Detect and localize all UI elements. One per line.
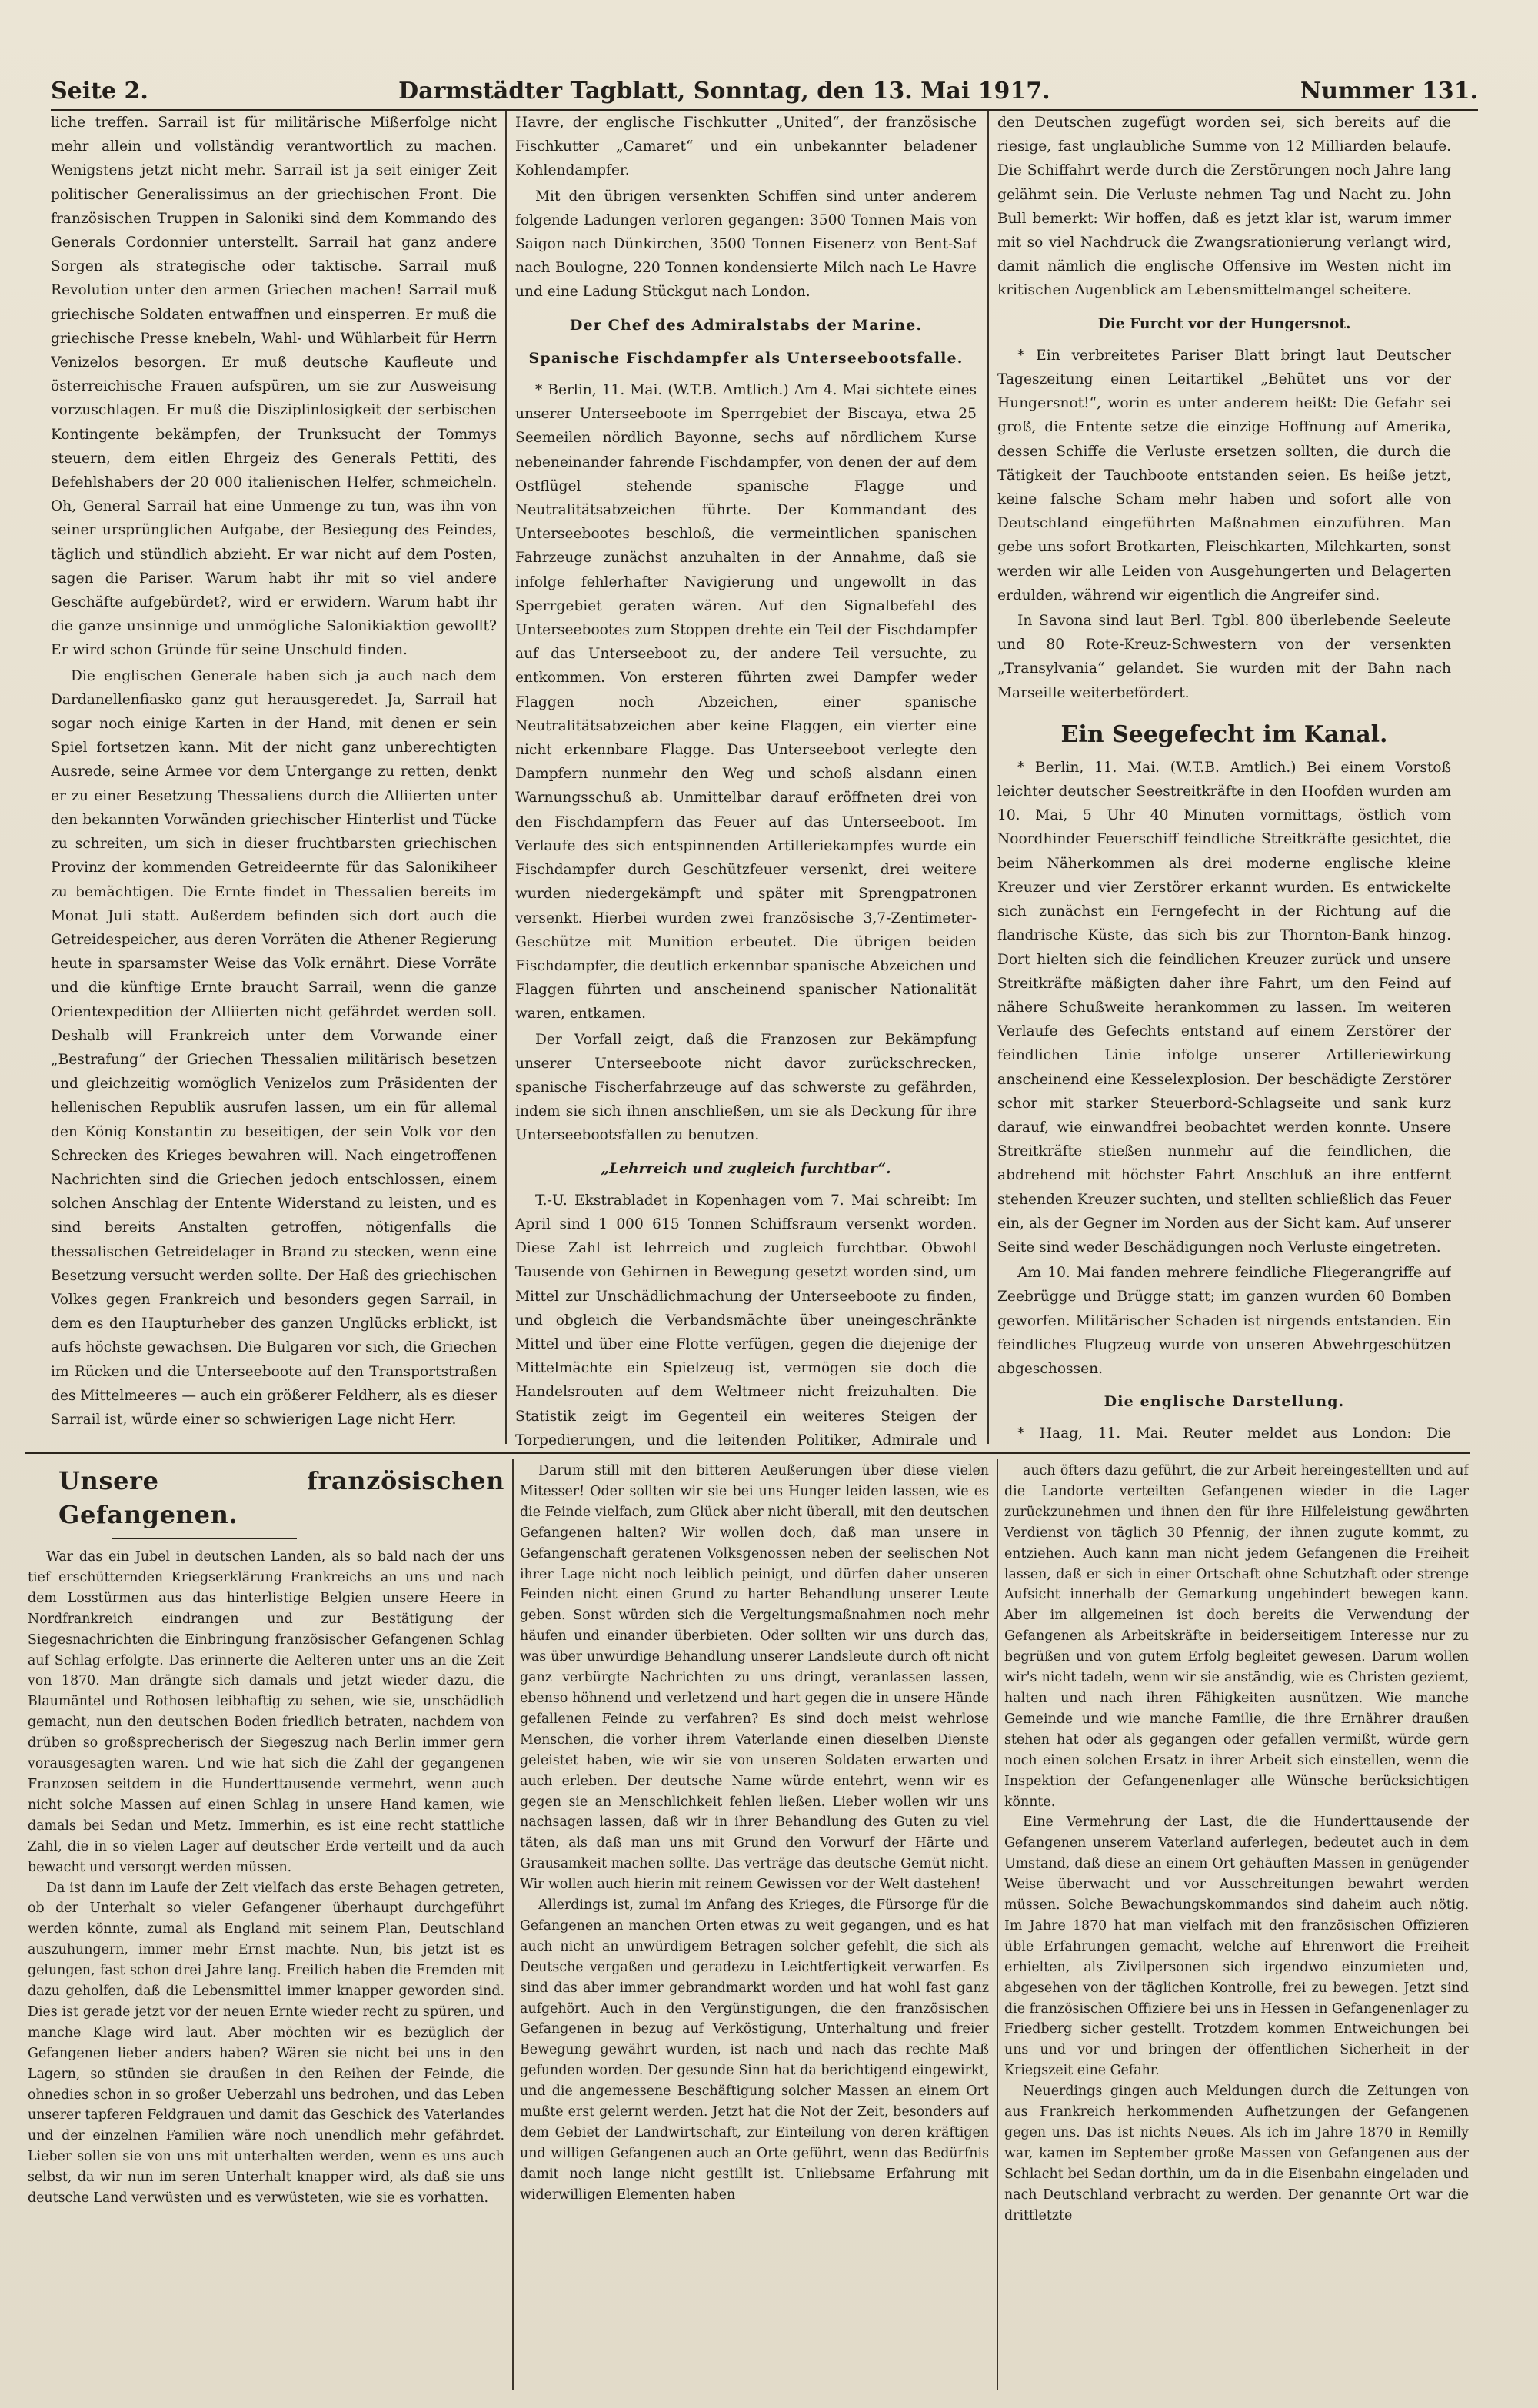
gefangene-paragraph-5: auch öfters dazu geführt, die zur Arbeit hereingestellten und auf die Landorte verteilten Gefangenen wieder in die Lager zurückzunehmen und ihnen den für ihre Hilfeleistung gewährten Verdienst von täglich 30 Pfennig, der ihnen zugute kommt, zu entziehen. Auch kann man nicht jedem Gefangenen die Freiheit lassen, daß er sich in einer Ortschaft ohne Schutzhaft oder strenge Aufsicht innerhalb der Gemarkung ungehindert bewegen kann. Aber im allgemeinen ist doch bereits die Verwendung der Gefangenen als Arbeitskräfte in beiderseitigem Interesse nur zu begrüßen und von gutem Erfolg begleitet gewesen. Darum wollen wir's nicht tadeln, wenn wir sie anständig, wie es Christen geziemt, halten und nach ihren Fähigkeiten ausnützen. Wie manche Gemeinde und wie manche Familie, die ihre Ernährer draußen stehen hat oder als gegangen oder gefallen vermißt, würde gern noch einen solchen Ersatz in ihrer Arbeit sich einstellen, wenn die Inspektion der Gefangenenlager alle Wünsche berücksichtigen könnte. — [1004, 1463, 1469, 1810]
ship-list-cont: Havre, der englische Fischkutter „United“, der französische Fischkutter „Camaret“ und ein unbekannter beladener Kohlendampfer. — [515, 115, 977, 179]
column-3 — [997, 111, 1451, 1448]
gefangene-paragraph-1: War das ein Jubel in deutschen Landen, als so bald nach der uns tief erschütternden Kriegserklärung Frankreichs an uns und nach dem Losstürmen aus das hinterlistige Belgien unsere Heere in Nordfrankreich eindrangen und zur Bestätigung der Siegesnachrichten die Einbringung französischer Gefangenen Schlag auf Schlag erfolgte. Das erinnerte die Aelteren unter uns an die Zeit von 1870. Man drängte sich damals und jetzt wieder dazu, die Blaumäntel und Rothosen leibhaftig zu sehen, wie sie, unschädlich gemacht, nun den deutschen Boden friedlich betraten, nachdem von drüben so großsprecherisch der Siegeszug nach Berlin immer gern vorausgesagten waren. Und wie hat sich die Zahl der gegangenen Franzosen seitdem in die Hunderttausende vermehrt, wenn auch nicht solche Massen auf einen Schlag in unsere Hand kamen, wie damals bei Sedan und Metz. Immerhin, es ist eine recht stattliche Zahl, die in so vielen Lager auf deutscher Erde verteilt und da auch bewacht und versorgt werden müssen. — [28, 1549, 504, 1875]
feuilleton-headline: Unsere französischen Gefangenen. — [58, 1466, 504, 1529]
page-number: Seite 2. — [51, 78, 148, 105]
column-divider — [512, 1459, 514, 2390]
savona-paragraph: In Savona sind laut Berl. Tgbl. 800 überlebende Seeleute und 80 Rote-Kreuz-Schwestern von der versenkten „Transylvania“ gelandet. Sie wurden mit der Bahn nach Marseille weiterbefördert. — [997, 613, 1451, 701]
fischdampfer-report: * Berlin, 11. Mai. (W.T.B. Amtlich.) Am 4. Mai sichtete eines unserer Unterseeboote im Sperrgebiet der Biscaya, etwa 25 Seemeilen nördlich Bayonne, sechs auf nördlichem Kurse nebeneinander fahrende Fischdampfer, von denen der auf dem Ostflügel stehende spanische Flagge und Neutralitätsabzeichen führte. Der Kommandant des Unterseebootes beschloß, die vermeintlichen spanischen Fahrzeuge zunächst anzuhalten in der Annahme, daß sie infolge fehlerhafter Navigierung und ungewollt in das Sperrgebiet geraten wären. Auf den Signalbefehl des Unterseebootes zum Stoppen drehte ein Teil der Fischdampfer auf das Unterseeboot zu, der andere Teil versuchte, zu entkommen. Von ersteren führten zwei Dampfer weder Flaggen noch Abzeichen, einer spanische Neutralitätsabzeichen aber keine Flaggen, ein vierter eine nicht erkennbare Flagge. Das Unterseeboot verlegte den Dampfern nunmehr den Weg und schoß alsdann einen Warnungsschuß ab. Unmittelbar darauf eröffneten drei von den Fischdampfern das Feuer auf das Unterseeboot. Im Verlaufe des sich entspinnenden Artilleriekampfes wurde ein Fischdampfer durch Geschützfeuer versenkt, drei weitere wurden niedergekämpft und später mit Sprengpatronen versenkt. Hierbei wurden zwei französische 3,7-Zentimeter-Geschütze mit Munition erbeutet. Die übrigen beiden Fischdampfer, die deutlich erkennbar spanische Abzeichen und Flaggen führten und anscheinend spanischer Nationalität waren, entkamen. — [515, 382, 977, 1023]
section-divider — [25, 1452, 1470, 1454]
column-divider — [987, 111, 989, 1444]
english-generals-paragraph: Die englischen Generale haben sich ja auch nach dem Dardanellenfiasko ganz gut herausgeredet. Ja, Sarrail hat sogar noch einige Karten in der Hand, mit denen er sein Spiel fortsetzen kann. Mit der nicht ganz unberechtigten Ausrede, seine Armee vor dem Untergange zu retten, denkt er zu einer Besetzung Thessaliens durch die Alliierten unter den bekannten Vorwänden griechischer Hinterlist und Tücke zu schreiten, um sich in dieser fruchtbarsten griechischen Provinz der kommenden Getreideernte für das Salonikiheer zu bemächtigen. Die Ernte findet in Thessalien bereits im Monat Juli statt. Außerdem befinden sich dort auch die Getreidespeicher, aus deren Vorräten die Athener Regierung heute in sparsamster Weise das Volk ernährt. Diese Vorräte und die künftige Ernte braucht Sarrail, wenn die ganze Orientexpedition der Alliierten nicht gefährdet werden soll. Deshalb will Frankreich unter dem Vorwande einer „Bestrafung“ der Griechen Thessalien militärisch besetzen und gleichzeitig womöglich Venizelos zum Präsidenten der hellenischen Republik ausrufen lassen, um ein für allemal den König Konstantin zu beseitigen, der sein Volk vor den Schrecken des Krieges bewahren will. Nach eingetroffenen Nachrichten sind die Griechen jedoch entschlossen, einem solchen Anschlag der Entente Widerstand zu leisten, und es sind bereits Anstalten getroffen, nötigenfalls die thessalischen Getreidelager in Brand zu stecken, wenn eine Besetzung versucht werden sollte. Der Haß des griechischen Volkes gegen Frankreich und besonders gegen Sarrail, in dem es den Haupturheber des ganzen Unglücks erblickt, ist aufs höchste gewachsen. Die Bulgaren vor sich, die Griechen im Rücken und die Unterseeboote auf den Transportstraßen des Mittelmeeres — auch ein größerer Feldherr, als es dieser Sarrail ist, würde einer so schwierigen Lage nicht Herr. — [51, 667, 497, 1428]
subheading-hungersnot: Die Furcht vor der Hungersnot. — [1097, 315, 1351, 332]
section-heading-seegefecht: Ein Seegefecht im Kanal. — [1060, 720, 1388, 748]
sarrail-article-cont: liche treffen. Sarrail ist für militärische Mißerfolge nicht mehr allein und vollständig verantwortlich zu machen. Wenigstens jetzt nicht mehr. Sarrail ist ja seit einiger Zeit politischer Generalissimus an der griechischen Front. Die französischen Truppen in Saloniki sind dem Kommando des Generals Cordonnier unterstellt. Sarrail hat ganz andere Sorgen als strategische oder taktische. Sarrail muß Revolution unter den armen Griechen machen! Sarrail muß griechische Soldaten entwaffnen und einsperren. Er muß die griechische Presse knebeln, Wahl- und Wühlarbeit für Herrn Venizelos besorgen. Er muß deutsche Kaufleute und österreichische Frauen aufspüren, um sie zur Ausweisung vorzuschlagen. Er muß die Disziplinlosigkeit der serbischen Kontingente bekämpfen, der Trunksucht der Tommys steuern, dem eitlen Ehrgeiz des Generals Pettiti, des Befehlshabers der 20 000 italienischen Helfer, schmeicheln. Oh, General Sarrail hat eine Unmenge zu tun, was ihn von seiner ursprünglichen Aufgabe, der Besiegung des Feindes, täglich und stündlich abzieht. Er war nicht auf dem Posten, sagen die Pariser. Warum habt ihr mit so viel andere Geschäfte aufgebürdet?, wird er erwidern. Warum habt ihr die ganze unsinnige und unmögliche Salonikiaktion gewollt? Er wird schon Gründe für seine Unschuld finden. — [51, 115, 497, 659]
gefangene-paragraph-7: Neuerdings gingen auch Meldungen durch die Zeitungen von aus Frankreich herkommenden Aufhetzungen der Gefangenen gegen uns. Das ist nichts Neues. Als ich im Jahre 1870 in Remilly war, kamen im September große Massen von Gefangenen aus der Schlacht bei Sedan dorthin, um da in die Eisenbahn eingeladen und nach Deutschland verbracht zu werden. Der genannte Ort war die drittletzte — [1004, 2084, 1469, 2223]
fliegerangriffe-paragraph: Am 10. Mai fanden mehrere feindliche Fliegerangriffe auf Zeebrügge und Brügge statt; im ganzen wurden 60 Bomben geworfen. Militärischer Schaden ist nirgends entstanden. Ein feindliches Flugzeug wurde von unseren Abwehrgeschützen abgeschossen. — [997, 1265, 1451, 1377]
headline-underline — [112, 1538, 297, 1539]
gefangene-paragraph-4: Allerdings ist, zumal im Anfang des Krieges, die Fürsorge für die Gefangenen an manchen Orten etwas zu weit gegangen, und es hat auch nicht an unwürdigem Betragen solcher gefehlt, die sich als Deutsche vergaßen und geradezu in Leichtfertigkeit verwarfen. Es sind das aber immer gebrandmarkt worden und hat wohl fast ganz aufgehört. Auch in den Vergünstigungen, die den französischen Gefangenen in bezug auf Verköstigung, Unterhaltung und freier Bewegung gewährt wurden, ist nach und nach das rechte Maß gefunden worden. Der gesunde Sinn hat da berichtigend eingewirkt, und die angemessene Beschäftigung solcher Massen an einem Ort mußte erst gelernt werden. Jetzt hat die Not der Zeit, besonders auf dem Gebiet der Landwirtschaft, zur Einteilung von deren kräftigen und willigen Gefangenen auch an Orte geführt, wenn das Bedürfnis damit noch lange nicht gestillt ist. Unliebsame Erfahrung mit widerwilligen Elementen haben — [520, 1897, 989, 2203]
bottom-column-2 — [520, 1461, 989, 2391]
subheading-lehrreich: „Lehrreich und zugleich furchtbar“. — [601, 1160, 891, 1177]
gefangene-paragraph-6: Eine Vermehrung der Last, die die Hunderttausende der Gefangenen unserem Vaterland auferlegen, bedeutet auch in dem Umstand, daß diese an einem Ort gehäuften Massen in genügender Weise überwacht und vor Ausschreitungen bewahrt werden müssen. Solche Bewachungskommandos sind daheim auch nötig. Im Jahre 1870 hat man vielfach mit den französischen Offizieren üble Erfahrungen gemacht, welche auf Ehrenwort die Freiheit erhielten, als Zivilpersonen sich irgendwo einzumieten und, abgesehen von der täglichen Kontrolle, frei zu bewegen. Jetzt sind die französischen Offiziere bei uns in Hessen in Gefangenenlager zu Friedberg sicher gestellt. Trotzdem kommen Entweichungen bei uns und vor und bringen der öffentlichen Sicherheit in der Kriegszeit eine Gefahr. — [1004, 1814, 1469, 2079]
cargo-losses-paragraph: Mit den übrigen versenkten Schiffen sind unter anderem folgende Ladungen verloren gegangen: 3500 Tonnen Mais von Saigon nach Dünkirchen, 3500 Tonnen Eisenerz von Bent-Saf nach Boulogne, 220 Tonnen kondensierte Milch nach Le Havre und eine Ladung Stückgut nach London. — [515, 188, 977, 301]
john-bull-cont: den Deutschen zugefügt worden sei, sich bereits auf die riesige, fast unglaubliche Summe von 12 Milliarden belaufe. Die Schiffahrt werde durch die Zerstörungen noch Jahre lang gelähmt sein. Die Verluste nehmen Tag und Nacht zu. John Bull bemerkt: Wir hoffen, daß es jetzt klar ist, warum immer mit so viel Nachdruck die Zwangsrationierung verlangt wird, damit nämlich die englische Offensive im Westen nicht im kritischen Augenblick am Lebensmittelmangel scheitere. — [997, 115, 1451, 299]
subheading-englische-darstellung: Die englische Darstellung. — [1104, 1393, 1345, 1411]
bottom-column-1 — [28, 1461, 504, 2391]
gefangene-paragraph-3: Darum still mit den bitteren Aeußerungen über diese vielen Mitesser! Oder sollten wir sie bei uns Hunger leiden lassen, wie es die Feinde vielfach, zum Glück aber nicht überall, mit den deutschen Gefangenen halten? Wir wollen doch, daß man unsere in Gefangenschaft geratenen Volksgenossen neben der seelischen Not ihrer Lage nicht noch leiblich peinigt, und dürfen daher unseren Feinden nicht einen Grund zu harter Behandlung unserer Leute geben. Sonst würden sich die Vergeltungsmaßnahmen noch mehr häufen und einander überbieten. Oder sollten wir uns durch das, was über unwürdige Behandlung unserer Landsleute durch oft nicht ganz verbürgte Nachrichten zu uns dringt, veranlassen lassen, ebenso höhnend und verletzend und hart gegen die in unsere Hände gefallenen Feinde zu verfahren? Es sind doch meist wehrlose Menschen, die vorher ihrem Vaterlande einen dieselben Dienste geleistet haben, wie wir sie von unseren Soldaten erwarten und auch erleben. Der deutsche Name würde entehrt, wenn wir es gegen sie an Menschlichkeit fehlen ließen. Lieber wollen wir uns nachsagen lassen, daß wir in ihrer Behandlung des Guten zu viel täten, als daß man uns mit Grund den Vorwurf der Härte und Grausamkeit machen sollte. Das verträge das deutsche Gemüt nicht. Wir wollen auch hierin mit reinem Gewissen vor der Welt dastehen! — [520, 1463, 989, 1893]
column-divider — [505, 111, 507, 1444]
seegefecht-report: * Berlin, 11. Mai. (W.T.B. Amtlich.) Bei einem Vorstoß leichter deutscher Seestreitkräfte in den Hoofden wurden am 10. Mai, 5 Uhr 40 Minuten vormittags, östlich vom Noordhinder Feuerschiff feindliche Streitkräfte gesichtet, die beim Näherkommen als drei moderne englische kleine Kreuzer und vier Zerstörer erkannt wurden. Es entwickelte sich zunächst ein Ferngefecht in der Richtung auf die flandrische Küste, das sich bis zur Thornton-Bank hinzog. Dort hielten sich die feindlichen Kreuzer zurück und unsere Streitkräfte mäßigten daher ihre Fahrt, um den Feind auf nähere Schußweite herankommen zu lassen. Im weiteren Verlaufe des Gefechts entstand auf einem Zerstörer der feindlichen Linie infolge unserer Artilleriewirkung anscheinend eine Kesselexplosion. Der beschädigte Zerstörer schor mit starker Steuerbord-Schlagseite und sank kurz darauf, wie einwandfrei beobachtet werden konnte. Unsere Streitkräfte stießen nunmehr auf die feindlichen, die abdrehend mit höchster Fahrt Anschluß an ihre entfernt stehenden Kreuzer suchten, und stellten schließlich das Feuer ein, als der Gegner im Norden aus der Sicht kam. Auf unserer Seite sind weder Beschädigungen noch Verluste eingetreten. — [997, 759, 1451, 1256]
reuter-paragraph: * Haag, 11. Mai. Reuter meldet aus London: Die — [1017, 1425, 1451, 1442]
bottom-column-3 — [1004, 1461, 1469, 2391]
page-header — [51, 66, 1478, 111]
issue-number: Nummer 131. — [1300, 78, 1478, 105]
gefangene-paragraph-2: Da ist dann im Laufe der Zeit vielfach das erste Behagen getreten, ob der Unterhalt so vieler Gefangener überhaupt durchgeführt werden könnte, zumal als England mit seinem Plan, Deutschland auszuhungern, immer mehr Ernst machte. Nun, bis jetzt ist es gelungen, fast schon drei Jahre lang. Freilich haben die Fremden mit dazu geholfen, daß die Lebensmittel immer knapper geworden sind. Dies ist gerade jetzt vor der neuen Ernte wieder recht zu spüren, und manche Klage wird laut. Aber möchten wir es bezüglich der Gefangenen lieber anders haben? Wären sie nicht bei uns in den Lagern, so stünden sie draußen in den Reihen der Feinde, die ohnedies schon in so großer Ueberzahl uns bedrohen, und das Leben unserer tapferen Feldgrauen und damit das Geschick des Vaterlandes und der einzelnen Familien wäre noch unendlich mehr gefährdet. Lieber sollen sie von uns mit unterhalten werden, wenn es uns auch selbst, da wir nun im seren Unterhalt knapper wird, als daß sie uns deutsche Land verwüsten und es verwüsteten, wie sie es vorhatten. — [28, 1880, 504, 2207]
ekstrabladet-paragraph: T.-U. Ekstrabladet in Kopenhagen vom 7. Mai schreibt: Im April sind 1 000 615 Tonnen Schiffsraum versenkt worden. Diese Zahl ist lehrreich und zugleich furchtbar. Obwohl Tausende von Gehirnen in Bewegung gesetzt worden sind, um Mittel zur Unschädlichmachung der Unterseeboote zu finden, und obgleich die Verbandsmächte über uneingeschränkte Mittel und über eine Flotte verfügen, gegen die diejenige der Mittelmächte ein Spielzeug ist, vermögen sie doch die Handelsrouten auf dem Weltmeer nicht freizuhalten. Die Statistik zeigt im Gegenteil ein weiteres Steigen der Torpedierungen, und die leitenden Politiker, Admirale und — [515, 1192, 977, 1448]
fischdampfer-comment: Der Vorfall zeigt, daß die Franzosen zur Bekämpfung unserer Unterseeboote nicht davor zurückschrecken, spanische Fischerfahrzeuge auf das schwerste zu gefährden, indem sie sich ihnen anschließen, um sie als Deckung für ihre Unterseebootsfallen zu benutzen. — [515, 1031, 977, 1144]
subheading-fischdampfer: Spanische Fischdampfer als Unterseebootsfalle. — [528, 349, 964, 367]
section-heading-ubootkrieg — [51, 1447, 497, 1448]
signature-admiralstab: Der Chef des Admiralstabs der Marine. — [569, 316, 923, 334]
masthead-line: Darmstädter Tagblatt, Sonntag, den 13. Mai 1917. — [398, 78, 1050, 105]
column-2 — [515, 111, 977, 1448]
column-1 — [51, 111, 497, 1448]
hungersnot-paragraph: * Ein verbreitetes Pariser Blatt bringt laut Deutscher Tageszeitung einen Leitartikel „Behütet uns vor der Hungersnot!“, worin es unter anderem heißt: Die Gefahr sei groß, die Entente setze die einzige Hoffnung auf Amerika, dessen Schiffe die Verluste ersetzen sollten, die durch die Tätigkeit der Tauchboote entstanden seien. Es heiße jetzt, keine falsche Scham mehr haben und sofort alle von Deutschland eingeführten Maßnahmen einzuführen. Man gebe uns sofort Brotkarten, Fleischkarten, Milchkarten, sonst werden wir alle Leiden von Ausgehungerten und Belagerten erdulden, während wir eigentlich die Angreifer sind. — [997, 347, 1451, 604]
column-divider — [997, 1459, 998, 2390]
